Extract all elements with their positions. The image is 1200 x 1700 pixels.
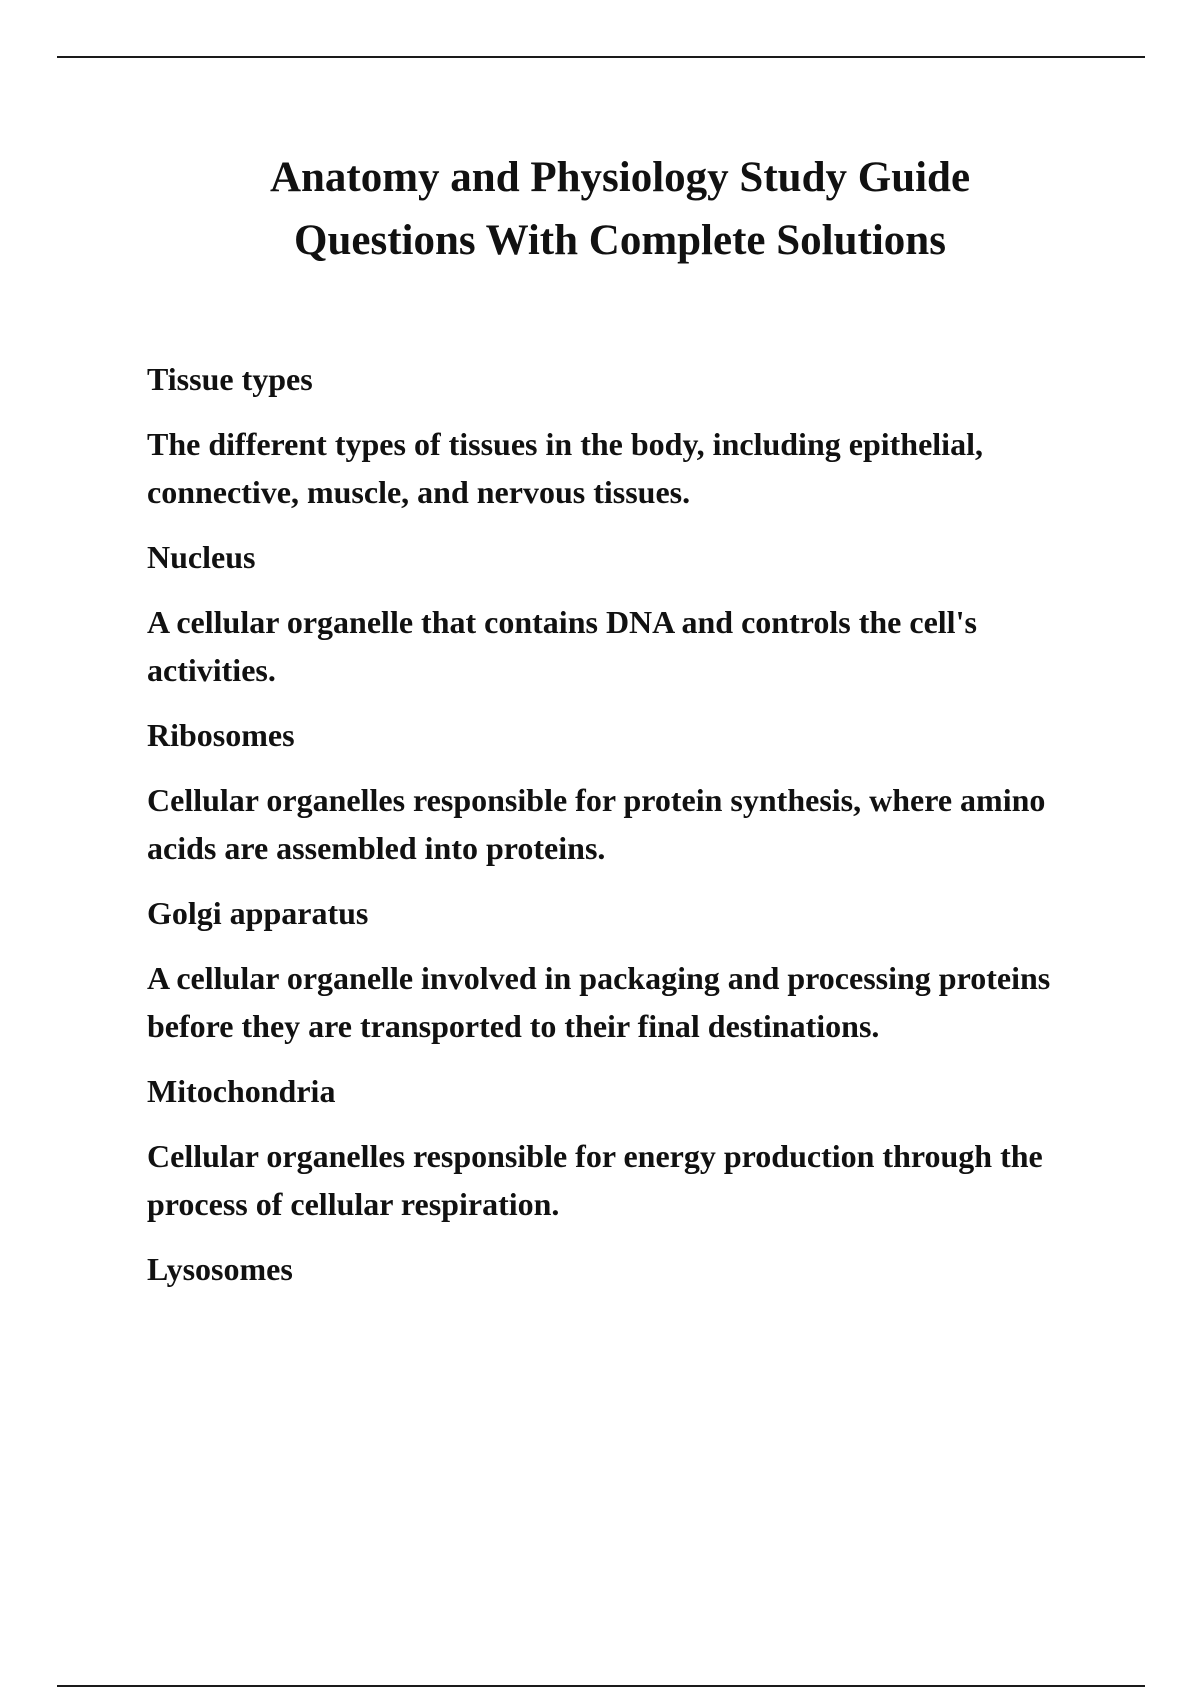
term-mitochondria: Mitochondria — [147, 1073, 336, 1109]
qa-list — [147, 360, 1107, 1310]
term-tissue-types: Tissue types — [147, 361, 313, 397]
definition-tissue-types: The different types of tissues in the body, including epithelial, connective, muscle, and nervous tissues. — [147, 426, 983, 510]
definition-mitochondria: Cellular organelles responsible for energy production through the process of cellular respiration. — [147, 1138, 1043, 1222]
qa-item-ribosomes — [147, 716, 1107, 872]
bottom-divider — [57, 1685, 1145, 1687]
definition-golgi-apparatus: A cellular organelle involved in packaging and processing proteins before they are transported to their final destinations. — [147, 960, 1051, 1044]
term-nucleus: Nucleus — [147, 539, 256, 575]
definition-ribosomes: Cellular organelles responsible for protein synthesis, where amino acids are assembled into proteins. — [147, 782, 1046, 866]
qa-item-mitochondria — [147, 1072, 1107, 1228]
term-lysosomes: Lysosomes — [147, 1251, 293, 1287]
definition-nucleus: A cellular organelle that contains DNA and controls the cell's activities. — [147, 604, 977, 688]
top-divider — [57, 56, 1145, 58]
qa-item-lysosomes — [147, 1250, 1107, 1288]
qa-item-golgi-apparatus — [147, 894, 1107, 1050]
qa-item-nucleus — [147, 538, 1107, 694]
document-title — [0, 146, 1200, 272]
qa-item-tissue-types — [147, 360, 1107, 516]
term-ribosomes: Ribosomes — [147, 717, 295, 753]
term-golgi-apparatus: Golgi apparatus — [147, 895, 369, 931]
title-line-2: Questions With Complete Solutions — [294, 217, 946, 264]
title-line-1: Anatomy and Physiology Study Guide — [269, 154, 971, 201]
